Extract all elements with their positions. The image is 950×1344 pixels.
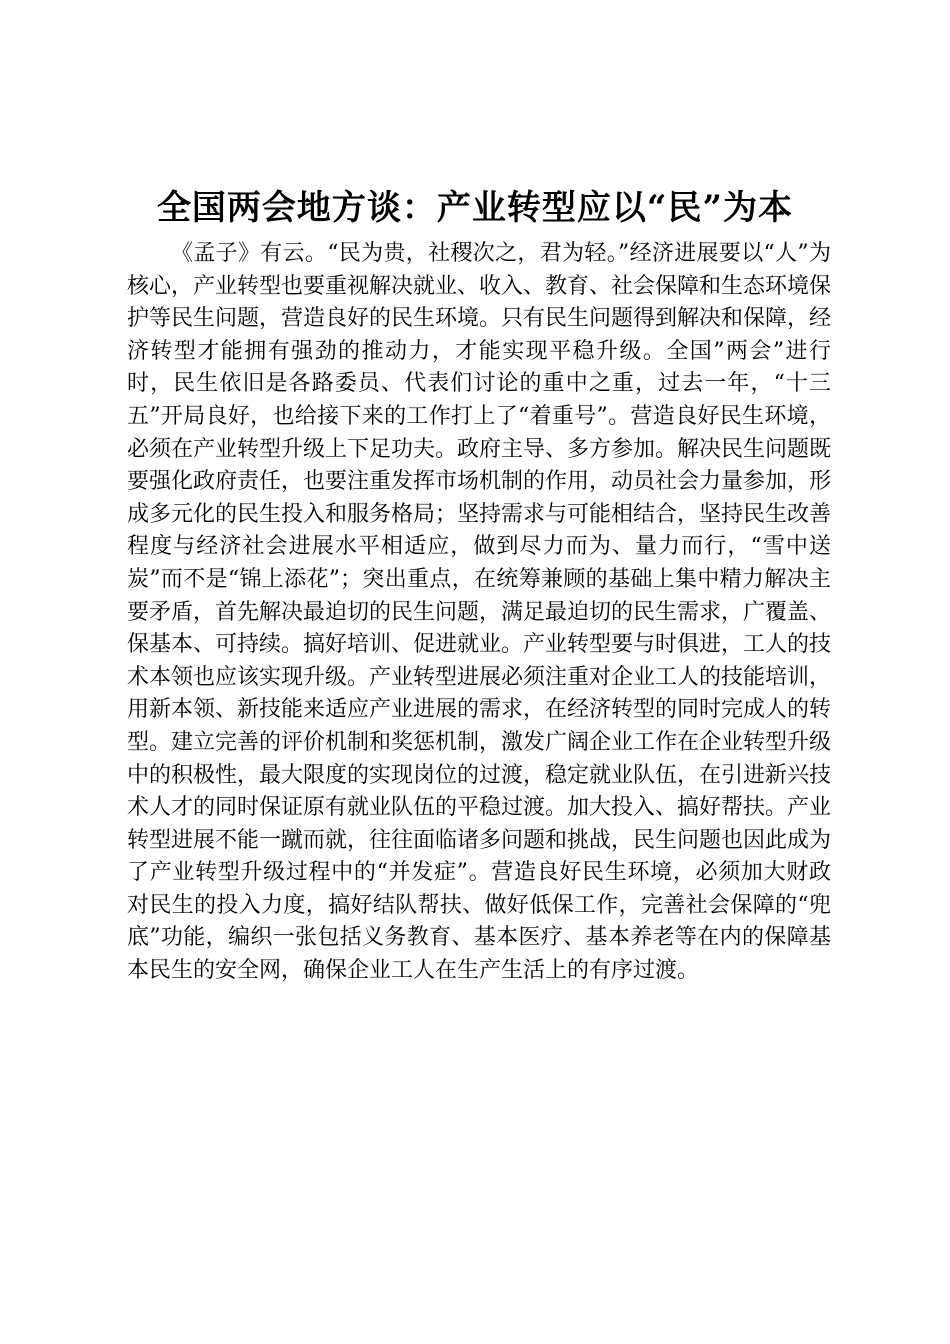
document-title: 全国两会地方谈：产业转型应以“民”为本 [156,188,794,228]
body-paragraph: 《孟子》有云。“民为贵，社稷次之，君为轻。”经济进展要以“人”为核心，产业转型也要重视解决就业、收入、教育、社会保障和生态环境保护等民生问题，营造良好的民生环境。只有民生问题得到解决和保障，经济转型才能拥有强劲的推动力，才能实现平稳升级。全国”两会”进行时，民生依旧是各路委员、代表们讨论的重中之重，过去一年，“十三五”开局良好，也给接下来的工作打上了“着重号”。营造良好民生环境，必须在产业转型升级上下足功夫。政府主导、多方参加。解决民生问题既要强化政府责任，也要注重发挥市场机制的作用，动员社会力量参加，形成多元化的民生投入和服务格局；坚持需求与可能相结合，坚持民生改善程度与经济社会进展水平相适应，做到尽力而为、量力而行，“雪中送炭”而不是“锦上添花”；突出重点，在统筹兼顾的基础上集中精力解决主要矛盾，首先解决最迫切的民生问题，满足最迫切的民生需求，广覆盖、保基本、可持续。搞好培训、促进就业。产业转型要与时俱进，工人的技术本领也应该实现升级。产业转型进展必须注重对企业工人的技能培训，用新本领、新技能来适应产业进展的需求，在经济转型的同时完成人的转型。建立完善的评价机制和奖惩机制，激发广阔企业工作在企业转型升级中的积极性，最大限度的实现岗位的过渡，稳定就业队伍，在引进新兴技术人才的同时保证原有就业队伍的平稳过渡。加大投入、搞好帮扶。产业转型进展不能一蹴而就，往往面临诸多问题和挑战，民生问题也因此成为了产业转型升级过程中的“并发症”。营造良好民生环境，必须加大财政对民生的投入力度，搞好结队帮扶、做好低保工作，完善社会保障的“兜底”功能，编织一张包括义务教育、基本医疗、基本养老等在内的保障基本民生的安全网，确保企业工人在生产生活上的有序过渡。 [127,241,832,984]
